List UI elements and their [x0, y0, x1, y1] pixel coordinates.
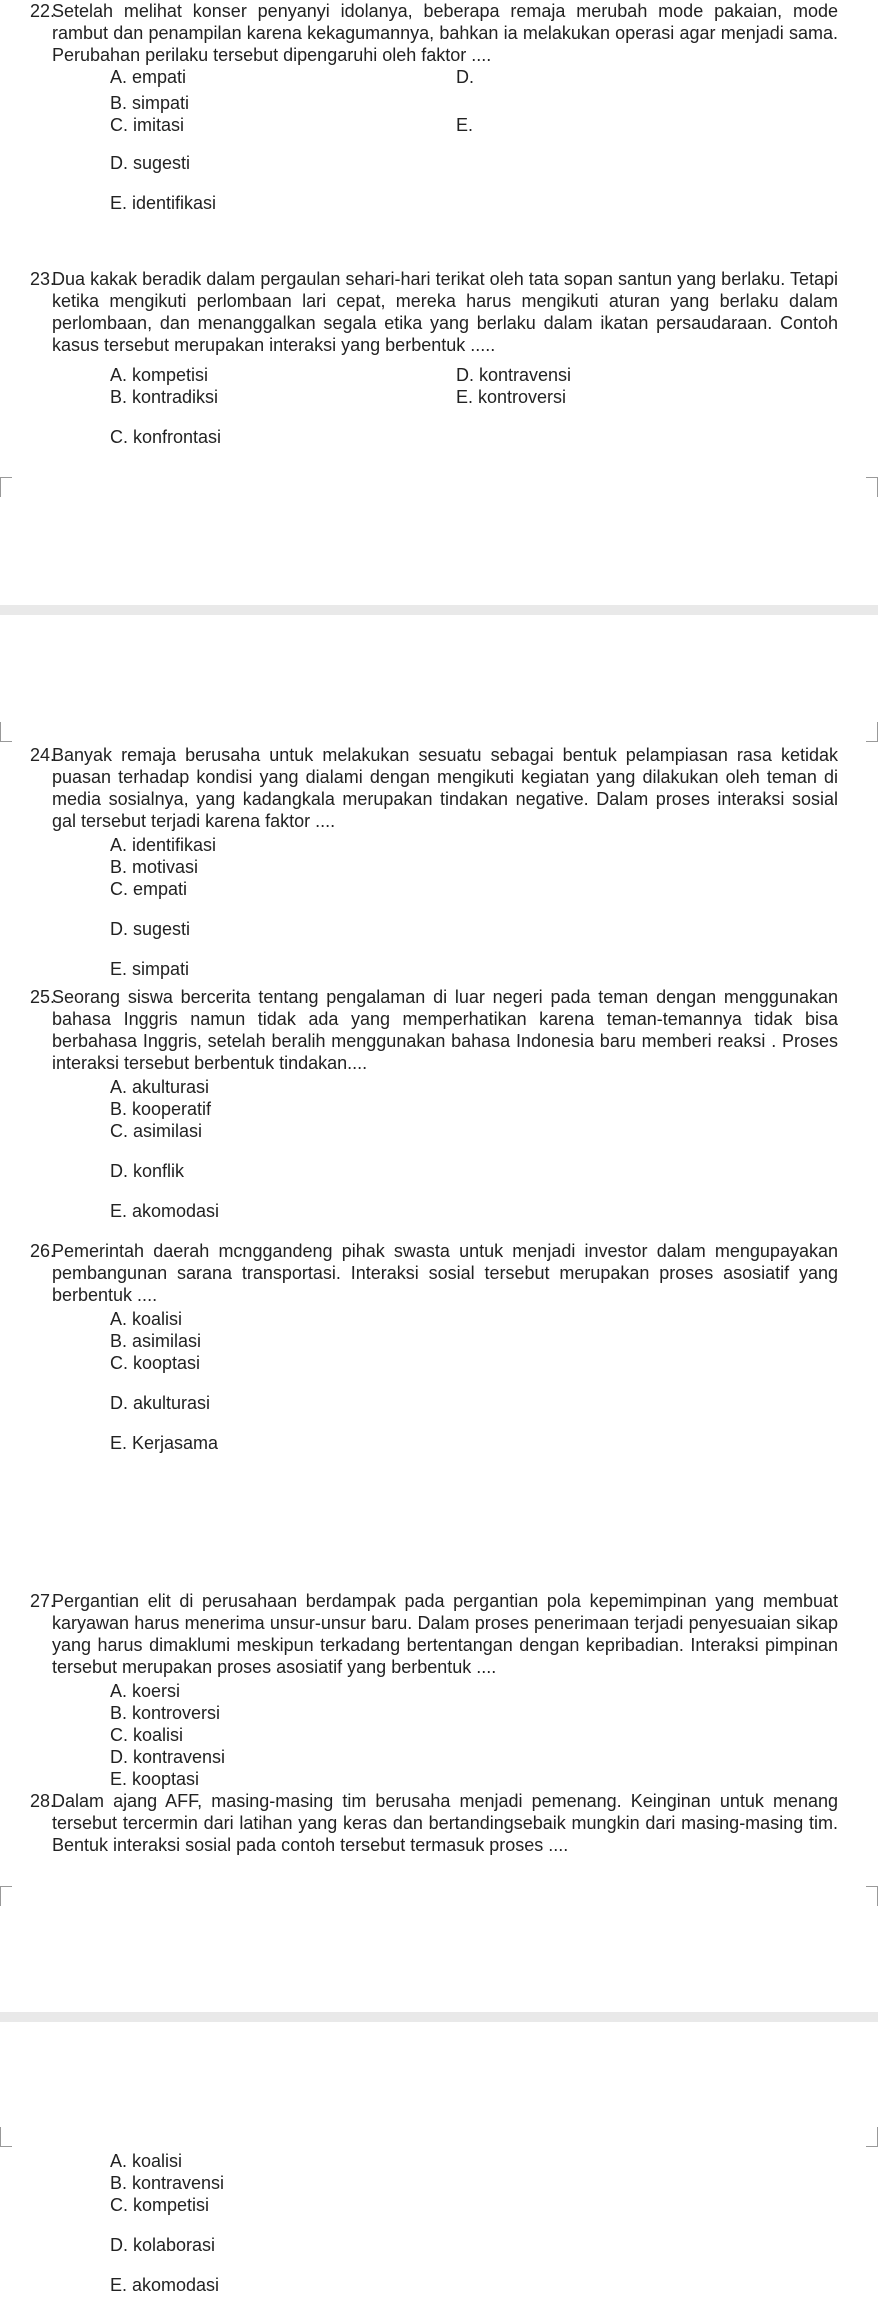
option-d-blank: D. — [456, 67, 474, 87]
question-text: Dua kakak beradik dalam pergaulan sehari-hari terikat oleh tata sopan santun yang berlaku. Tetapi ketika mengikuti perlombaan lari cepat, mereka harus mengikuti aturan yang berlaku dalam perlombaan, dan menanggalkan segala etika yang berlaku dalam ikatan persaudaraan. Contoh kasus tersebut merupakan interaksi yang berbentuk ..... — [52, 269, 838, 355]
crop-mark — [866, 477, 878, 497]
option-b: B. kontroversi — [110, 1703, 221, 1723]
option-b: B. simpati — [110, 93, 190, 113]
option-c: C. kooptasi — [110, 1353, 201, 1373]
question-27 — [30, 1590, 838, 1678]
option-e: E. kooptasi — [110, 1769, 200, 1789]
question-22 — [30, 0, 838, 66]
option-e: E. akomodasi — [110, 1201, 220, 1221]
question-number: 27. — [30, 1591, 56, 1611]
crop-mark — [0, 477, 12, 497]
option-c: C. asimilasi — [110, 1121, 203, 1141]
option-b: B. kontradiksi — [110, 387, 219, 407]
option-d: D. kolaborasi — [110, 2235, 216, 2255]
option-b: B. asimilasi — [110, 1331, 202, 1351]
question-28 — [30, 1790, 838, 1856]
question-24 — [30, 744, 838, 832]
option-d: D. akulturasi — [110, 1393, 211, 1413]
option-a: A. koalisi — [110, 1309, 183, 1329]
option-e: E. identifikasi — [110, 193, 217, 213]
option-a: A. identifikasi — [110, 835, 217, 855]
option-a: A. akulturasi — [110, 1077, 210, 1097]
option-a: A. kompetisi — [110, 365, 209, 385]
question-text: Setelah melihat konser penyanyi idolanya, beberapa remaja merubah mode pakaian, mode rambut dan penampilan karena kekagumannya, bahkan ia melakukan operasi agar menjadi sama. Perubahan perilaku tersebut dipengaruhi oleh faktor .... — [52, 1, 838, 65]
question-number: 24. — [30, 745, 56, 765]
option-d: D. konflik — [110, 1161, 185, 1181]
option-d: D. kontravensi — [110, 1747, 226, 1767]
option-a: A. empati — [110, 67, 187, 87]
question-text: Pergantian elit di perusahaan berdampak pada pergantian pola kepemimpinan yang membuat karyawan harus menerima unsur-unsur baru. Dalam proses penerimaan terjadi penyesuaian sikap yang harus dimaklumi meskipun terkadang bertentangan dengan kepribadian. Interaksi pimpinan tersebut merupakan proses asosiatif yang berbentuk .... — [52, 1591, 838, 1677]
option-e: E. kontroversi — [456, 387, 567, 407]
question-number: 23. — [30, 269, 56, 289]
option-b: B. kooperatif — [110, 1099, 212, 1119]
page-gap — [0, 605, 878, 615]
option-d: D. sugesti — [110, 153, 191, 173]
option-c: C. imitasi — [110, 115, 185, 135]
option-d: D. sugesti — [110, 919, 191, 939]
question-text: Seorang siswa bercerita tentang pengalaman di luar negeri pada teman dengan menggunakan bahasa Inggris namun tidak ada yang memperhatikan karena teman-temannya tidak bisa berbahasa Inggris, setelah beralih menggunakan bahasa Indonesia baru memberi reaksi . Proses interaksi tersebut berbentuk tindakan.... — [52, 987, 838, 1073]
option-c: C. empati — [110, 879, 188, 899]
option-a: A. koersi — [110, 1681, 181, 1701]
crop-mark — [0, 722, 12, 742]
question-26 — [30, 1240, 838, 1306]
option-c: C. kompetisi — [110, 2195, 210, 2215]
option-d: D. kontravensi — [456, 365, 572, 385]
question-number: 26. — [30, 1241, 56, 1261]
question-23 — [30, 268, 838, 356]
question-text: Banyak remaja berusaha untuk melakukan sesuatu sebagai bentuk pelampiasan rasa ketidak puasan terhadap kondisi yang dialami dengan mengikuti kegiatan yang dilakukan oleh teman di media sosialnya, yang kadangkala merupakan tindakan negative. Dalam proses interaksi sosial gal tersebut terjadi karena faktor .... — [52, 745, 838, 831]
crop-mark — [866, 722, 878, 742]
question-text: Pemerintah daerah mcnggandeng pihak swasta untuk menjadi investor dalam mengupayakan pembangunan sarana transportasi. Interaksi sosial tersebut merupakan proses asosiatif yang berbentuk .... — [52, 1241, 838, 1305]
question-number: 28. — [30, 1791, 56, 1811]
question-text: Dalam ajang AFF, masing-masing tim berusaha menjadi pemenang. Keinginan untuk menang tersebut tercermin dari latihan yang keras dan bertandingsebaik mungkin dari masing-masing tim. Bentuk interaksi sosial pada contoh tersebut termasuk proses .... — [52, 1791, 838, 1855]
option-e: E. Kerjasama — [110, 1433, 219, 1453]
crop-mark — [866, 1886, 878, 1906]
page-gap — [0, 2012, 878, 2022]
crop-mark — [0, 1886, 12, 1906]
question-25 — [30, 986, 838, 1074]
crop-mark — [866, 2127, 878, 2147]
option-e: E. simpati — [110, 959, 190, 979]
question-number: 25. — [30, 987, 56, 1007]
option-b: B. motivasi — [110, 857, 199, 877]
option-e-blank: E. — [456, 115, 474, 135]
option-c: C. koalisi — [110, 1725, 184, 1745]
option-a: A. koalisi — [110, 2151, 183, 2171]
option-b: B. kontravensi — [110, 2173, 225, 2193]
crop-mark — [0, 2127, 12, 2147]
option-e: E. akomodasi — [110, 2275, 220, 2295]
option-c: C. konfrontasi — [110, 427, 222, 447]
question-number: 22. — [30, 1, 56, 21]
